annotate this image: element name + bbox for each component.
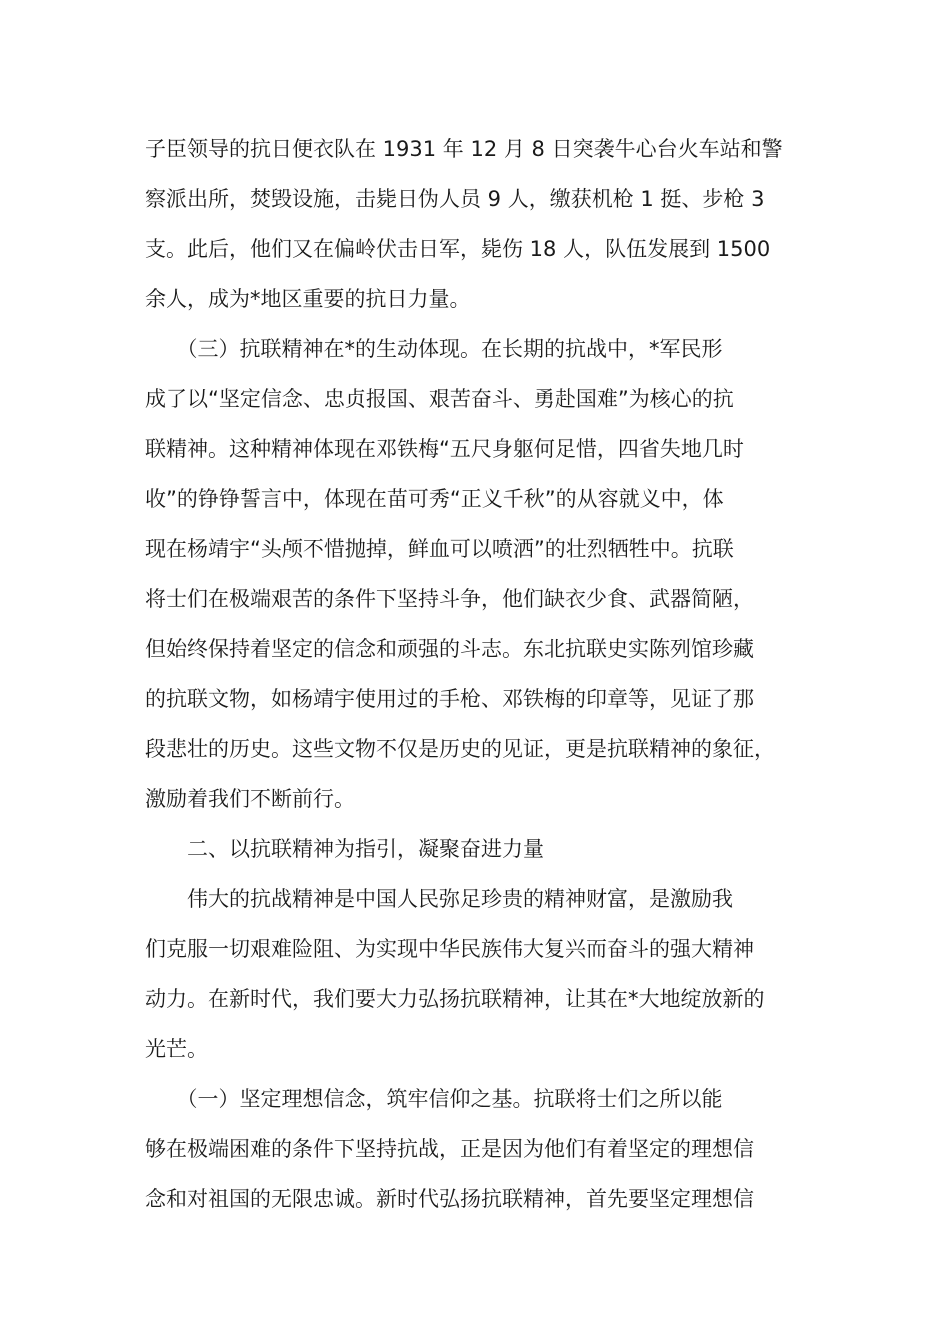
text-line: （三）抗联精神在*的生动体现。在长期的抗战中，*军民形 bbox=[145, 337, 723, 361]
paragraph-4 bbox=[145, 874, 825, 1074]
paragraph-5 bbox=[145, 1074, 825, 1224]
text-line: 子臣领导的抗日便衣队在 1931 年 12 月 8 日突袭牛心台火车站和警 bbox=[145, 137, 783, 161]
text-line: 但始终保持着坚定的信念和顽强的斗志。东北抗联史实陈列馆珍藏 bbox=[145, 637, 754, 661]
text-line: 们克服一切艰难险阻、为实现中华民族伟大复兴而奋斗的强大精神 bbox=[145, 937, 754, 961]
text-line: 段悲壮的历史。这些文物不仅是历史的见证，更是抗联精神的象征， bbox=[145, 737, 775, 761]
text-line: 收”的铮铮誓言中，体现在苗可秀“正义千秋”的从容就义中，体 bbox=[145, 487, 724, 511]
section-heading bbox=[145, 824, 825, 874]
text-line: 余人，成为*地区重要的抗日力量。 bbox=[145, 287, 471, 311]
text-line: 的抗联文物，如杨靖宇使用过的手枪、邓铁梅的印章等，见证了那 bbox=[145, 687, 754, 711]
text-line: 念和对祖国的无限忠诚。新时代弘扬抗联精神，首先要坚定理想信 bbox=[145, 1187, 754, 1211]
text-line: 动力。在新时代，我们要大力弘扬抗联精神，让其在*大地绽放新的 bbox=[145, 987, 765, 1011]
text-line: 支。此后，他们又在偏岭伏击日军，毙伤 18 人，队伍发展到 1500 bbox=[145, 237, 771, 261]
document-body bbox=[145, 124, 825, 1224]
text-line: 激励着我们不断前行。 bbox=[145, 787, 355, 811]
text-line: 将士们在极端艰苦的条件下坚持斗争，他们缺衣少食、武器简陋， bbox=[145, 587, 754, 611]
paragraph-1 bbox=[145, 124, 825, 324]
text-line: 察派出所，焚毁设施，击毙日伪人员 9 人，缴获机枪 1 挺、步枪 3 bbox=[145, 187, 765, 211]
text-line: 成了以“坚定信念、忠贞报国、艰苦奋斗、勇赴国难”为核心的抗 bbox=[145, 387, 734, 411]
heading-line: 二、以抗联精神为指引，凝聚奋进力量 bbox=[145, 837, 544, 861]
text-line: 联精神。这种精神体现在邓铁梅“五尺身躯何足惜，四省失地几时 bbox=[145, 437, 744, 461]
text-line: 伟大的抗战精神是中国人民弥足珍贵的精神财富，是激励我 bbox=[145, 887, 733, 911]
text-line: （一）坚定理想信念，筑牢信仰之基。抗联将士们之所以能 bbox=[145, 1087, 723, 1111]
text-line: 光芒。 bbox=[145, 1037, 208, 1061]
paragraph-2 bbox=[145, 324, 825, 824]
text-line: 够在极端困难的条件下坚持抗战，正是因为他们有着坚定的理想信 bbox=[145, 1137, 754, 1161]
text-line: 现在杨靖宇“头颅不惜抛掉，鲜血可以喷洒”的壮烈牺牲中。抗联 bbox=[145, 537, 734, 561]
